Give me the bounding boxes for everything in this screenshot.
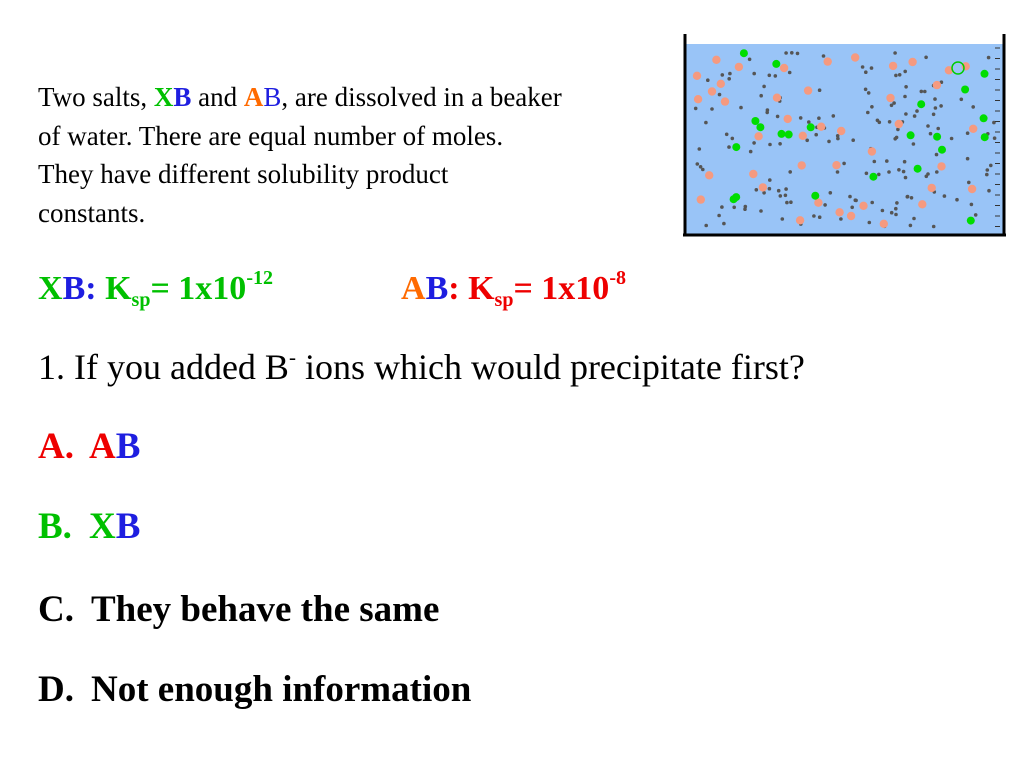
b-ion-particle bbox=[910, 196, 914, 200]
question-part: 1. If you added B bbox=[38, 347, 289, 387]
b-ion-particle bbox=[966, 157, 970, 161]
a-ion-particle bbox=[784, 115, 792, 123]
a-ion-particle bbox=[697, 195, 705, 203]
b-ion-particle bbox=[774, 74, 778, 78]
a-ion-particle bbox=[969, 125, 977, 133]
option-d-text: Not enough information bbox=[91, 669, 472, 710]
b-ion-particle bbox=[759, 94, 763, 98]
b-ion-particle bbox=[935, 170, 939, 174]
ksp-ab bbox=[401, 267, 626, 311]
a-ion-particle bbox=[824, 57, 832, 65]
option-d[interactable] bbox=[38, 668, 471, 711]
b-ion-particle bbox=[784, 194, 788, 198]
b-ion-particle bbox=[939, 104, 943, 108]
ksp-xb-k: K bbox=[105, 270, 132, 307]
b-ion-particle bbox=[987, 189, 991, 193]
salt-ab-a: A bbox=[243, 82, 264, 112]
b-ion-particle bbox=[913, 114, 917, 118]
x-ion-particle bbox=[980, 114, 988, 122]
b-ion-particle bbox=[720, 205, 724, 209]
b-ion-particle bbox=[873, 160, 877, 164]
b-ion-particle bbox=[722, 222, 726, 226]
b-ion-particle bbox=[728, 72, 732, 76]
b-ion-particle bbox=[955, 198, 959, 202]
x-ion-particle bbox=[907, 131, 915, 139]
x-ion-particle bbox=[917, 100, 925, 108]
x-ion-particle bbox=[961, 86, 969, 94]
x-ion-particle bbox=[811, 192, 819, 200]
b-ion-particle bbox=[717, 214, 721, 218]
a-ion-particle bbox=[708, 87, 716, 95]
b-ion-particle bbox=[749, 150, 753, 154]
b-ion-particle bbox=[912, 142, 916, 146]
b-ion-particle bbox=[850, 206, 854, 210]
b-ion-particle bbox=[935, 153, 939, 157]
b-ion-particle bbox=[932, 113, 936, 117]
b-ion-particle bbox=[864, 88, 868, 92]
ksp-ab-k: K bbox=[468, 270, 495, 307]
b-ion-particle bbox=[987, 56, 991, 60]
ksp-ab-colon: : bbox=[448, 270, 469, 307]
b-ion-particle bbox=[909, 224, 913, 228]
b-ion-particle bbox=[721, 73, 725, 77]
b-ion-particle bbox=[926, 124, 930, 128]
option-a[interactable] bbox=[38, 425, 140, 468]
b-ion-particle bbox=[748, 58, 752, 62]
option-c-text: They behave the same bbox=[91, 589, 440, 630]
b-ion-particle bbox=[868, 221, 872, 225]
b-ion-particle bbox=[915, 109, 919, 113]
b-ion-particle bbox=[936, 127, 940, 131]
b-ion-particle bbox=[704, 224, 708, 228]
b-ion-particle bbox=[704, 121, 708, 125]
b-ion-particle bbox=[739, 106, 743, 110]
b-ion-particle bbox=[993, 136, 997, 140]
x-ion-particle bbox=[981, 133, 989, 141]
salt-ab-b: B bbox=[263, 82, 282, 112]
b-ion-particle bbox=[985, 173, 989, 177]
x-ion-particle bbox=[732, 193, 740, 201]
a-ion-particle bbox=[749, 170, 757, 178]
a-ion-particle bbox=[933, 81, 941, 89]
b-ion-particle bbox=[768, 178, 772, 182]
option-letter: A. bbox=[38, 426, 74, 467]
a-ion-particle bbox=[817, 123, 825, 131]
b-ion-particle bbox=[832, 114, 836, 118]
salt-xb-b: B bbox=[173, 82, 192, 112]
option-a-salt-a: A bbox=[89, 426, 116, 467]
ksp-xb bbox=[38, 267, 273, 311]
a-ion-particle bbox=[837, 127, 845, 135]
b-ion-particle bbox=[788, 170, 792, 174]
b-ion-particle bbox=[903, 95, 907, 99]
ksp-xb-colon: : bbox=[85, 270, 106, 307]
b-ion-particle bbox=[895, 201, 899, 205]
b-ion-particle bbox=[752, 72, 756, 76]
b-ion-particle bbox=[877, 173, 881, 177]
a-ion-particle bbox=[928, 184, 936, 192]
ksp-ab-a: A bbox=[401, 270, 426, 307]
salt-xb-x: X bbox=[153, 82, 174, 112]
b-ion-particle bbox=[902, 170, 906, 174]
b-ion-particle bbox=[785, 201, 789, 205]
b-ion-particle bbox=[827, 140, 831, 144]
b-ion-particle bbox=[731, 137, 735, 141]
b-ion-particle bbox=[894, 74, 898, 78]
b-ion-particle bbox=[839, 217, 843, 221]
b-ion-particle bbox=[970, 203, 974, 207]
a-ion-particle bbox=[712, 56, 720, 64]
b-ion-particle bbox=[755, 188, 759, 192]
x-ion-particle bbox=[751, 117, 759, 125]
b-ion-particle bbox=[887, 170, 891, 174]
ksp-xb-exponent: -12 bbox=[246, 267, 273, 289]
b-ion-particle bbox=[903, 70, 907, 74]
b-ion-particle bbox=[710, 107, 714, 111]
b-ion-particle bbox=[768, 74, 772, 78]
b-ion-particle bbox=[897, 168, 901, 172]
b-ion-particle bbox=[929, 132, 933, 136]
b-ion-particle bbox=[898, 73, 902, 77]
ksp-ab-value: = 1x10 bbox=[513, 270, 610, 307]
b-ion-particle bbox=[817, 116, 821, 120]
a-ion-particle bbox=[968, 185, 976, 193]
b-ion-particle bbox=[894, 213, 898, 217]
b-ion-particle bbox=[924, 56, 928, 60]
b-ion-particle bbox=[818, 215, 822, 219]
b-ion-particle bbox=[903, 160, 907, 164]
x-ion-particle bbox=[938, 146, 946, 154]
b-ion-particle bbox=[851, 138, 855, 142]
b-ion-particle bbox=[904, 176, 908, 180]
b-ion-particle bbox=[906, 195, 910, 199]
a-ion-particle bbox=[694, 95, 702, 103]
b-ion-particle bbox=[784, 187, 788, 191]
b-ion-particle bbox=[768, 143, 772, 147]
x-ion-particle bbox=[967, 217, 975, 225]
b-ion-particle bbox=[904, 112, 908, 116]
option-c[interactable] bbox=[38, 588, 439, 631]
a-ion-particle bbox=[705, 171, 713, 179]
option-b-salt-b: B bbox=[115, 506, 141, 547]
b-ion-particle bbox=[923, 90, 927, 94]
intro-line-3: They have different solubility product bbox=[38, 159, 449, 189]
ksp-ab-sub: sp bbox=[494, 289, 514, 311]
b-ion-particle bbox=[829, 191, 833, 195]
b-ion-particle bbox=[885, 159, 889, 163]
b-ion-particle bbox=[934, 106, 938, 110]
a-ion-particle bbox=[859, 202, 867, 210]
b-ion-particle bbox=[893, 51, 897, 55]
b-ion-particle bbox=[778, 142, 782, 146]
x-ion-particle bbox=[981, 70, 989, 78]
question-text bbox=[38, 346, 805, 388]
b-ion-particle bbox=[920, 90, 924, 94]
a-ion-particle bbox=[773, 94, 781, 102]
b-ion-particle bbox=[870, 105, 874, 109]
option-a-salt-b: B bbox=[115, 426, 141, 467]
b-ion-particle bbox=[781, 217, 785, 221]
question-superscript: - bbox=[288, 345, 296, 369]
a-ion-particle bbox=[759, 183, 767, 191]
b-ion-particle bbox=[971, 105, 975, 109]
b-ion-particle bbox=[894, 207, 898, 211]
x-ion-particle bbox=[756, 123, 764, 131]
b-ion-particle bbox=[881, 209, 885, 213]
intro-line-2: of water. There are equal number of moles. bbox=[38, 120, 504, 151]
a-ion-particle bbox=[796, 216, 804, 224]
b-ion-particle bbox=[823, 203, 827, 207]
b-ion-particle bbox=[789, 200, 793, 204]
b-ion-particle bbox=[870, 201, 874, 205]
b-ion-particle bbox=[805, 139, 809, 143]
b-ion-particle bbox=[836, 170, 840, 174]
a-ion-particle bbox=[804, 86, 812, 94]
b-ion-particle bbox=[904, 85, 908, 89]
b-ion-particle bbox=[836, 137, 840, 141]
option-b[interactable] bbox=[38, 505, 140, 548]
a-ion-particle bbox=[754, 132, 762, 140]
x-ion-particle bbox=[869, 173, 877, 181]
x-ion-particle bbox=[933, 133, 941, 141]
b-ion-particle bbox=[743, 207, 747, 211]
x-ion-particle bbox=[732, 143, 740, 151]
b-ion-particle bbox=[788, 71, 792, 75]
b-ion-particle bbox=[861, 65, 865, 69]
b-ion-particle bbox=[752, 141, 756, 145]
b-ion-particle bbox=[762, 85, 766, 89]
b-ion-particle bbox=[725, 133, 729, 137]
a-ion-particle bbox=[780, 64, 788, 72]
b-ion-particle bbox=[812, 214, 816, 218]
x-ion-particle bbox=[778, 130, 786, 138]
b-ion-particle bbox=[950, 137, 954, 141]
b-ion-particle bbox=[768, 187, 772, 191]
b-ion-particle bbox=[779, 194, 783, 198]
b-ion-particle bbox=[893, 137, 897, 141]
b-ion-particle bbox=[727, 145, 731, 149]
option-b-salt-x: X bbox=[89, 506, 116, 547]
b-ion-particle bbox=[698, 147, 702, 151]
question-part: ions which would precipitate first? bbox=[295, 347, 805, 387]
option-letter: C. bbox=[38, 589, 74, 630]
a-ion-particle bbox=[693, 72, 701, 80]
b-ion-particle bbox=[784, 51, 788, 55]
b-ion-particle bbox=[864, 70, 868, 74]
b-ion-particle bbox=[960, 98, 964, 102]
b-ion-particle bbox=[696, 162, 700, 166]
b-ion-particle bbox=[867, 91, 871, 95]
b-ion-particle bbox=[727, 77, 731, 81]
b-ion-particle bbox=[799, 116, 803, 120]
b-ion-particle bbox=[765, 111, 769, 115]
a-ion-particle bbox=[721, 97, 729, 105]
x-ion-particle bbox=[807, 123, 815, 131]
a-ion-particle bbox=[868, 147, 876, 155]
b-ion-particle bbox=[932, 225, 936, 229]
a-ion-particle bbox=[886, 94, 894, 102]
x-ion-particle bbox=[740, 49, 748, 57]
b-ion-particle bbox=[814, 133, 818, 137]
a-ion-particle bbox=[735, 63, 743, 71]
b-ion-particle bbox=[870, 66, 874, 70]
x-ion-particle bbox=[785, 131, 793, 139]
a-ion-particle bbox=[835, 208, 843, 216]
b-ion-particle bbox=[854, 199, 858, 203]
a-ion-particle bbox=[799, 132, 807, 140]
beaker-icon bbox=[683, 34, 1006, 237]
b-ion-particle bbox=[822, 54, 826, 58]
b-ion-particle bbox=[933, 97, 937, 101]
b-ion-particle bbox=[943, 194, 947, 198]
b-ion-particle bbox=[986, 168, 990, 172]
ksp-ab-b: B bbox=[425, 270, 449, 307]
x-ion-particle bbox=[914, 165, 922, 173]
option-letter: D. bbox=[38, 669, 74, 710]
ksp-xb-b: B bbox=[62, 270, 86, 307]
a-ion-particle bbox=[908, 58, 916, 66]
b-ion-particle bbox=[967, 181, 971, 185]
b-ion-particle bbox=[842, 162, 846, 166]
a-ion-particle bbox=[847, 212, 855, 220]
b-ion-particle bbox=[818, 88, 822, 92]
b-ion-particle bbox=[974, 213, 978, 217]
intro-text bbox=[38, 78, 698, 238]
a-ion-particle bbox=[918, 200, 926, 208]
a-ion-particle bbox=[895, 120, 903, 128]
a-ion-particle bbox=[814, 199, 822, 207]
a-ion-particle bbox=[717, 80, 725, 88]
b-ion-particle bbox=[759, 209, 763, 213]
b-ion-particle bbox=[706, 78, 710, 82]
a-ion-particle bbox=[832, 161, 840, 169]
intro-line-4: constants. bbox=[38, 197, 146, 228]
b-ion-particle bbox=[890, 211, 894, 215]
b-ion-particle bbox=[865, 172, 869, 176]
b-ion-particle bbox=[888, 120, 892, 124]
intro-text-part: , are dissolved in a beaker bbox=[281, 82, 562, 112]
b-ion-particle bbox=[848, 195, 852, 199]
b-ion-particle bbox=[796, 52, 800, 56]
b-ion-particle bbox=[694, 107, 698, 111]
b-ion-particle bbox=[892, 101, 896, 105]
b-ion-particle bbox=[701, 168, 705, 172]
a-ion-particle bbox=[937, 162, 945, 170]
x-ion-particle bbox=[772, 60, 780, 68]
b-ion-particle bbox=[777, 189, 781, 193]
ksp-xb-x: X bbox=[38, 270, 63, 307]
a-ion-particle bbox=[851, 53, 859, 61]
a-ion-particle bbox=[889, 62, 897, 70]
b-ion-particle bbox=[966, 131, 970, 135]
b-ion-particle bbox=[926, 172, 930, 176]
b-ion-particle bbox=[866, 111, 870, 115]
option-letter: B. bbox=[38, 506, 72, 547]
a-ion-particle bbox=[880, 220, 888, 228]
b-ion-particle bbox=[878, 121, 882, 125]
ksp-ab-exponent: -8 bbox=[609, 267, 626, 289]
b-ion-particle bbox=[912, 217, 916, 221]
ksp-xb-value: = 1x10 bbox=[150, 270, 247, 307]
b-ion-particle bbox=[989, 164, 993, 168]
b-ion-particle bbox=[718, 93, 722, 97]
intro-text-part: Two salts, bbox=[38, 82, 154, 112]
intro-line-1 bbox=[38, 78, 698, 117]
a-ion-particle bbox=[798, 161, 806, 169]
b-ion-particle bbox=[790, 51, 794, 55]
b-ion-particle bbox=[732, 206, 736, 210]
ksp-xb-sub: sp bbox=[131, 289, 151, 311]
b-ion-particle bbox=[776, 115, 780, 119]
intro-text-part: and bbox=[191, 82, 244, 112]
